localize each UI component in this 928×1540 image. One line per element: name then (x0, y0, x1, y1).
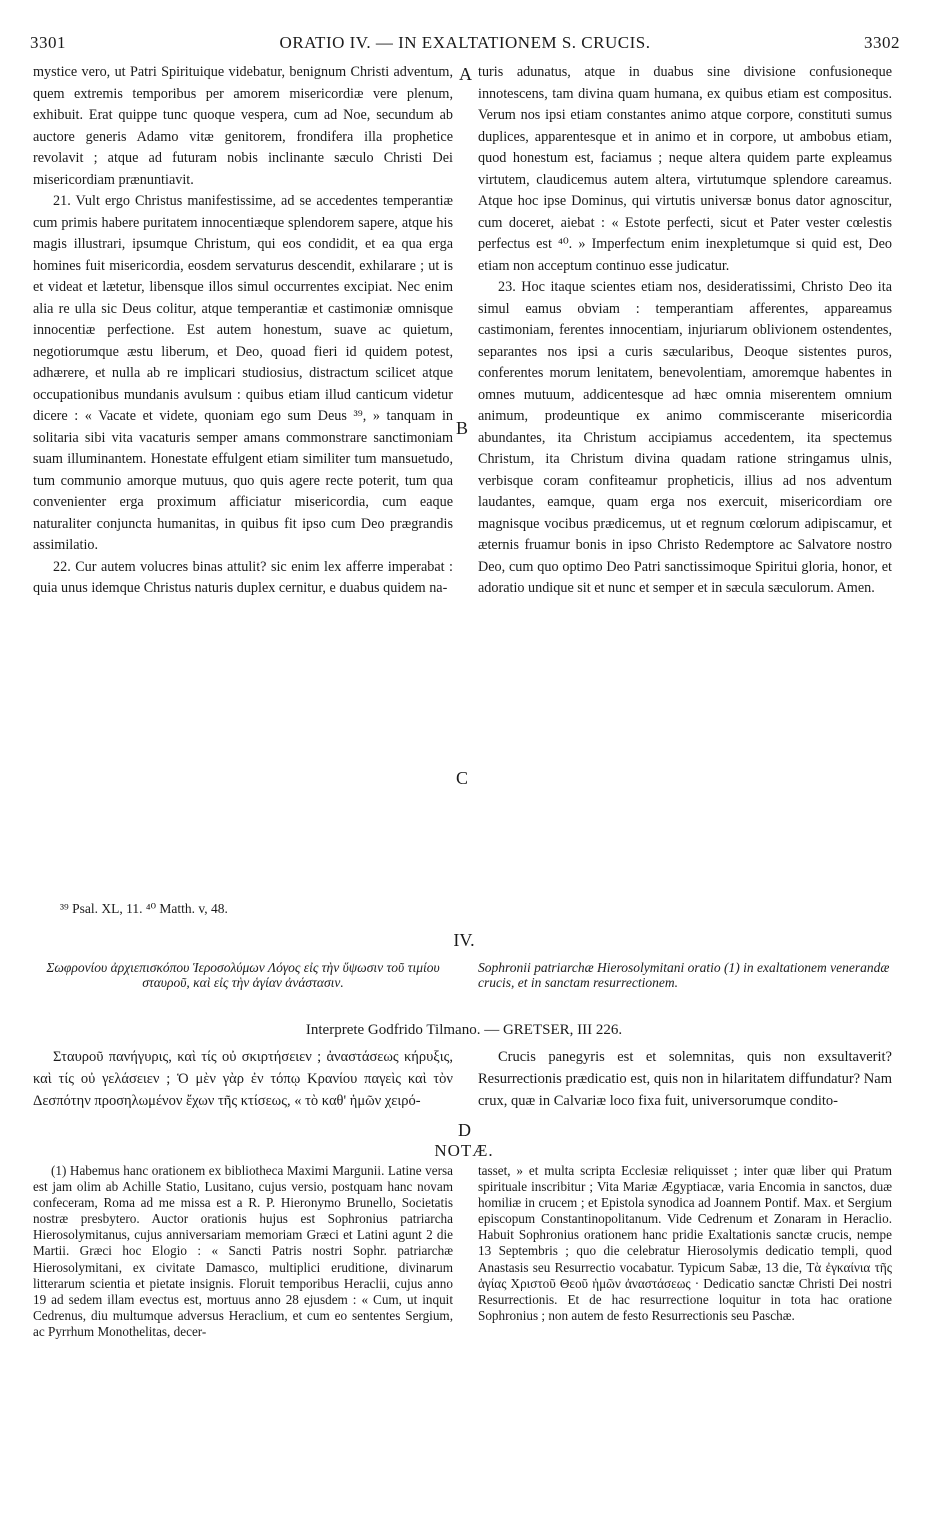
left-paragraph-22: 22. Cur autem volucres binas attulit? sic enim lex afferre imperabat : quia unus idemque Christus naturis duplex cernitur, e duabus quidem na- (33, 558, 453, 596)
left-paragraph-1: mystice vero, ut Patri Spirituique videbatur, benignum Christi adventum, quem extremis temporibus per amorem misericordiæ vere plenum, exhibuit. Erat quippe tunc quoque vespera, cum ad Noe, secundum ab auctore generis Adamo vitæ genitorem, frondifera illa prophetice revolavit ; atque ad futuram nobis inclinante sæculo Christi Dei misericordiam prænuntiavit. (33, 64, 453, 188)
right-paragraph-1: turis adunatus, atque in duabus sine divisione confusioneque innotescens, tam divina quam humana, ex quibus etiam est compositus. Verum nos ipsi etiam constantes animo atque corpore, constituti sumus duplices, apparentesque et in animo et in corpore, ut ambobus etiam, quod honestum est, faciamus ; neque altera quidem parte expleamus virtutem, claudicemus autem altera, virtutumque splendore careamus. Atque hoc ipse Dominus, qui virtutis universæ bonus dator agnoscitur, cum doceret, aiebat : « Estote perfecti, sicut et Pater vester cœlestis perfectus est ⁴⁰. » Imperfectum enim inexpletumque si quid est, Deo etiam non acceptum continuo esse judicatur. (478, 64, 892, 274)
note-1-part-2: tasset, » et multa scripta Ecclesiæ reliquisset ; inter quæ liber qui Pratum spirituale inscribitur ; Vita Mariæ Ægyptiacæ, varia Encomia in sanctos, duæ homiliæ in crucem ; et Epistola synodica ad Joannem Pontif. Max. et Sergium episcopum Constantinopolitanum. Vide Cedrenum et Zonaram in Heraclio. Habuit Sophronius orationem hanc pridie Exaltationis sanctæ crucis, nempe 13 Septembris ; quo die celebratur Hierosolymis dedicatio templi, quod Anastasis seu Resurrectio vocabatur. Typicum Sabæ, 13 die, Τὰ ἐγκαίνια τῆς ἁγίας Χριστοῦ Θεοῦ ἡμῶν ἀναστάσεως · Dedicatio sanctæ Christi Dei nostri Resurrectionis. Et de hac resurrectione loquitur in tota hac oratione Sophronius ; non autem de festo Resurrectionis seu Paschæ. (478, 1163, 892, 1323)
notes-heading: NOTÆ. (434, 1141, 494, 1160)
margin-letter-a: A (459, 64, 472, 84)
greek-title: Σωφρονίου ἀρχιεπισκόπου Ἱεροσολύμων Λόγος εἰς τὴν ὕψωσιν τοῦ τιμίου σταυροῦ, καὶ εἰς τὴν ἁγίαν ἀνάστασιν. (46, 960, 440, 990)
latin-text (478, 1046, 892, 1112)
note-1-part-1: (1) Habemus hanc orationem ex bibliotheca Maximi Margunii. Latine versa est jam olim ab Achille Statio, Lusitano, cujus versio, postquam hanc novam confeceram, Roma ad me missa est a R. P. Hieronymo Brunello, Societatis nostræ presbytero. Auctor orationis hujus est Sophronius patriarcha Hierosolymitanus, cujus anniversariam memoriam Græci et Latini agunt 2 die Martii. Græci hoc Elogio : « Sancti Patris nostri Sophr. patriarchæ Hierosolymitani, ex civitate Damasco, multiplici eruditione, divinarum litterarum scientia et pietate insignis. Floruit temporibus Heraclii, cujus anno 19 ad sedem illam evectus est, mortuus anno 28 ejusdem : « Cum, ut inquit Cedrenus, diu multumque adversus Heraclium, et cum eo sententes Sergium, ac Pyrrhum Monothelitas, decer- (33, 1163, 453, 1339)
margin-letter-c: C (456, 768, 469, 788)
page-number-left: 3301 (30, 33, 66, 52)
left-column (33, 62, 453, 600)
notes-right-column (478, 1163, 892, 1324)
section-number: IV. (453, 930, 475, 950)
page-title: ORATIO IV. — IN EXALTATIONEM S. CRUCIS. (279, 33, 651, 52)
latin-paragraph: Crucis panegyris est et solemnitas, quis non exsultaverit? Resurrectionis prædicatio est, quis non in hilaritatem diffundatur? Nam crux, quæ in Calvariæ loco fixa fuit, universorumque condito- (478, 1049, 892, 1109)
page-number-right: 3302 (864, 33, 900, 52)
notes-left-column (33, 1163, 453, 1340)
right-paragraph-23: 23. Hoc itaque scientes etiam nos, desideratissimi, Christo Deo ita simul eamus obviam : temperantiam afferentes, appareamus castimoniam, ferentes innocentiam, injuriarum oblivionem ostendentes, separantes nos ipsi a curis sæcularibus, Deoque sistentes puros, conferentes morum lenitatem, benevolentiam, amoremque habentes in omnes mutuum, addicentesque ad hæc omnia miserentem omnium animum, prodeuntique ex animo commiscerante misericordia abundantes, ita Christum accipiamus accedentem, ita spectemus Christum, ita Christum divina quadam ratione stringamus ulnis, verbisque coram confiteamur propheticis, illius ad nos adventum laudantes, eamque, quam erga nos exercuit, misericordiam ore magnisque vocibus prædicemus, ut et regnum cœlorum adipiscamur, et æternis fruamur bonis in ipso Christo Redemptore ac Salvatore nostro Deo, cum quo optimo Deo Patri sanctissimoque Spiritui gloria, honor, et adoratio undique sit et nunc et semper et in sæcula sæculorum. Amen. (478, 279, 892, 596)
latin-title: Sophronii patriarchæ Hierosolymitani oratio (1) in exaltationem venerandæ crucis, et in sanctam resurrectionem. (478, 960, 890, 990)
margin-letter-d: D (458, 1120, 471, 1140)
greek-paragraph: Σταυροῦ πανήγυρις, καὶ τίς οὐ σκιρτήσειεν ; ἀναστάσεως κήρυξις, καὶ τίς οὐ γελάσειεν ; Ὁ μὲν γὰρ ἐν τόπῳ Κρανίου παγεὶς καὶ τὸν Δεσπότην προσηλωμένον ἔχων τῆς κτίσεως, « τὸ καθ' ἡμῶν χειρό- (33, 1049, 453, 1109)
interpreter-line: Interprete Godfrido Tilmano. — GRETSER, III 226. (305, 1022, 623, 1038)
left-paragraph-21: 21. Vult ergo Christus manifestissime, ad se accedentes temperantiæ cum primis habere puritatem innocentiæque splendorem sapere, atque his magis illustrari, ipsumque Christum, qui eos condidit, et ea qua erga homines fuit misericordia, eosdem servaturus descendit, exhilarare ; ut is et videat et lætetur, libensque illos simul occurrentes excipiat. Nec enim alia re ulla sic Deus colitur, atque temperantiæ et castimoniæ omnisque innocentiæ perfectione. Est autem honestum, suave ac quietum, negotiorumque æstu liberum, et Deo, quoad fieri id quidem potest, adhærere, et nulla ab re implicari studiosius, distractum scilicet atque occupationibus mundanis avulsum : quibus etiam illud canticum videtur dicere : « Vacate et videte, quoniam ego sum Deus ³⁹, » tanquam in solitaria sibi vita vacaturis semper amans commonstrare sanctimoniam suam illuminantem. Honestate effulgent etiam similiter tum mansuetudo, tum communio amorque mutuus, quo quis agere recte poterit, tum qua convenienter erga proximum afficiatur misericordia, cum eaque naturaliter conjuncta humanitas, in quibus fit ipso cum Deo prægrandis assimilatio. (33, 193, 453, 553)
running-header (30, 33, 900, 57)
margin-letter-b: B (456, 418, 469, 438)
greek-text (33, 1046, 453, 1112)
footnotes: ³⁹ Psal. XL, 11. ⁴⁰ Matth. v, 48. (60, 901, 228, 916)
right-column (478, 62, 892, 600)
